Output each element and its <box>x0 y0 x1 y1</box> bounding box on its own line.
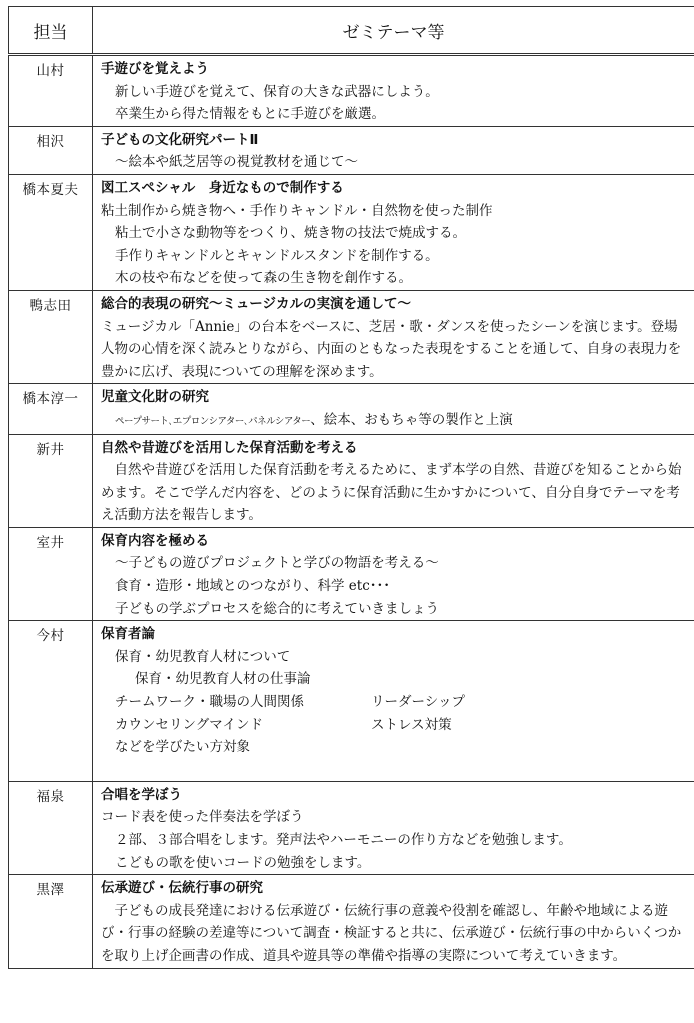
seminar-content <box>93 621 694 782</box>
seminar-description-rest: 、絵本、おもちゃ等の製作と上演 <box>310 411 513 428</box>
person-name: 黒澤 <box>9 875 93 968</box>
seminar-content <box>93 174 694 290</box>
seminar-title: 合唱を学ぼう <box>101 786 182 803</box>
person-name: 福泉 <box>9 781 93 874</box>
person-name: 山村 <box>9 55 93 127</box>
table-row <box>9 126 694 174</box>
seminar-content <box>93 290 694 383</box>
seminar-content <box>93 527 694 620</box>
seminar-table <box>8 6 694 969</box>
seminar-content <box>93 434 694 527</box>
table-row <box>9 434 694 527</box>
table-header-row <box>9 7 694 55</box>
table-row <box>9 174 694 290</box>
topic-item: リーダーシップ <box>371 694 465 711</box>
seminar-description-line: 木の枝や布などを使って森の生き物を創作する。 <box>115 270 412 287</box>
seminar-description-line: 保育・幼児教育人材について <box>115 648 291 665</box>
seminar-description-line: ２部、３部合唱をします。発声法やハーモニーの作り方などを勉強します。 <box>115 832 572 848</box>
topic-item: チームワーク・職場の人間関係 <box>115 694 304 711</box>
seminar-content <box>93 875 694 968</box>
table-row <box>9 290 694 383</box>
seminar-content <box>93 781 694 874</box>
seminar-title: 保育者論 <box>101 626 155 643</box>
person-name: 室井 <box>9 527 93 620</box>
seminar-description: 自然や昔遊びを活用した保育活動を考えるために、まず本学の自然、昔遊びを知ることから始めます。そこで学んだ内容を、どのように保育活動に生かすかについて、自分自身でテーマを考え活動方法を報告します。 <box>101 462 682 524</box>
person-name: 橋本淳一 <box>9 384 93 434</box>
topic-item: カウンセリングマインド <box>115 716 263 733</box>
seminar-description-line: などを学びたい方対象 <box>115 739 250 756</box>
seminar-content <box>93 126 694 174</box>
table-row <box>9 527 694 620</box>
seminar-topic-pair <box>101 691 688 714</box>
seminar-title: 保育内容を極める <box>101 532 209 549</box>
seminar-description-line: 子どもの学ぶプロセスを総合的に考えていきましょう <box>115 600 439 617</box>
person-name: 今村 <box>9 621 93 782</box>
seminar-description-line: ～子どもの遊びプロジェクトと学びの物語を考える～ <box>115 555 439 572</box>
seminar-description-line: コード表を使った伴奏法を学ぼう <box>101 809 304 826</box>
seminar-description-line: ～絵本や紙芝居等の視覚教材を通じて～ <box>115 154 358 171</box>
table-row <box>9 384 694 434</box>
seminar-description-line: 食育・造形・地域とのつながり、科学 etc･･･ <box>115 578 391 595</box>
seminar-description-line: 粘土で小さな動物等をつくり、焼き物の技法で焼成する。 <box>115 225 466 242</box>
seminar-topic-pair <box>101 714 688 737</box>
seminar-description-line: 保育・幼児教育人材の仕事論 <box>135 671 311 688</box>
person-name: 新井 <box>9 434 93 527</box>
seminar-description: 子どもの成長発達における伝承遊び・伝統行事の意義や役割を確認し、年齢や地域による遊び・行事の経験の差違等について調査・検証すると共に、伝承遊び・伝統行事の中からいくつかを取り上げ企画書の作成、道具や遊具等の準備や指導の実際について考えていきます。 <box>101 902 682 964</box>
seminar-title: 児童文化財の研究 <box>101 389 209 406</box>
topic-item: ストレス対策 <box>371 716 452 733</box>
blank-spacer <box>101 759 688 781</box>
header-theme: ゼミテーマ等 <box>93 7 694 55</box>
seminar-content <box>93 384 694 434</box>
table-row <box>9 781 694 874</box>
person-name: 橋本夏夫 <box>9 174 93 290</box>
seminar-content <box>93 55 694 127</box>
seminar-description-line: 新しい手遊びを覚えて、保育の大きな武器にしよう。 <box>115 83 439 100</box>
seminar-title: 手遊びを覚えよう <box>101 61 209 77</box>
person-name: 鴨志田 <box>9 290 93 383</box>
puppet-theater-types: ペープサート､エプロンシアター､パネルシアター <box>115 415 311 427</box>
seminar-title: 伝承遊び・伝統行事の研究 <box>101 880 263 897</box>
seminar-title: 子どもの文化研究パートⅡ <box>101 131 259 148</box>
seminar-description-line: 手作りキャンドルとキャンドルスタンドを制作する。 <box>115 247 439 264</box>
header-person: 担当 <box>9 7 93 55</box>
seminar-title: 総合的表現の研究～ミュージカルの実演を通して～ <box>101 295 411 312</box>
seminar-description-line <box>101 409 688 434</box>
seminar-title: 自然や昔遊びを活用した保育活動を考える <box>101 439 358 456</box>
seminar-description-line: 卒業生から得た情報をもとに手遊びを厳選。 <box>115 106 385 123</box>
seminar-description-line: 粘土制作から焼き物へ・手作りキャンドル・自然物を使った制作 <box>101 202 493 219</box>
seminar-description-line: こどもの歌を使いコードの勉強をします。 <box>115 854 371 871</box>
seminar-description: ミュージカル「Annie」の台本をベースに、芝居・歌・ダンスを使ったシーンを演じます。登場人物の心情を深く読みとりながら、内面のともなった表現をすることを通して、自身の表現力を豊かに広げ、表現についての理解を深めます。 <box>101 318 682 380</box>
person-name: 相沢 <box>9 126 93 174</box>
table-row <box>9 55 694 127</box>
table-row <box>9 621 694 782</box>
seminar-title: 図工スペシャル 身近なもので制作する <box>101 179 344 196</box>
table-row <box>9 875 694 968</box>
